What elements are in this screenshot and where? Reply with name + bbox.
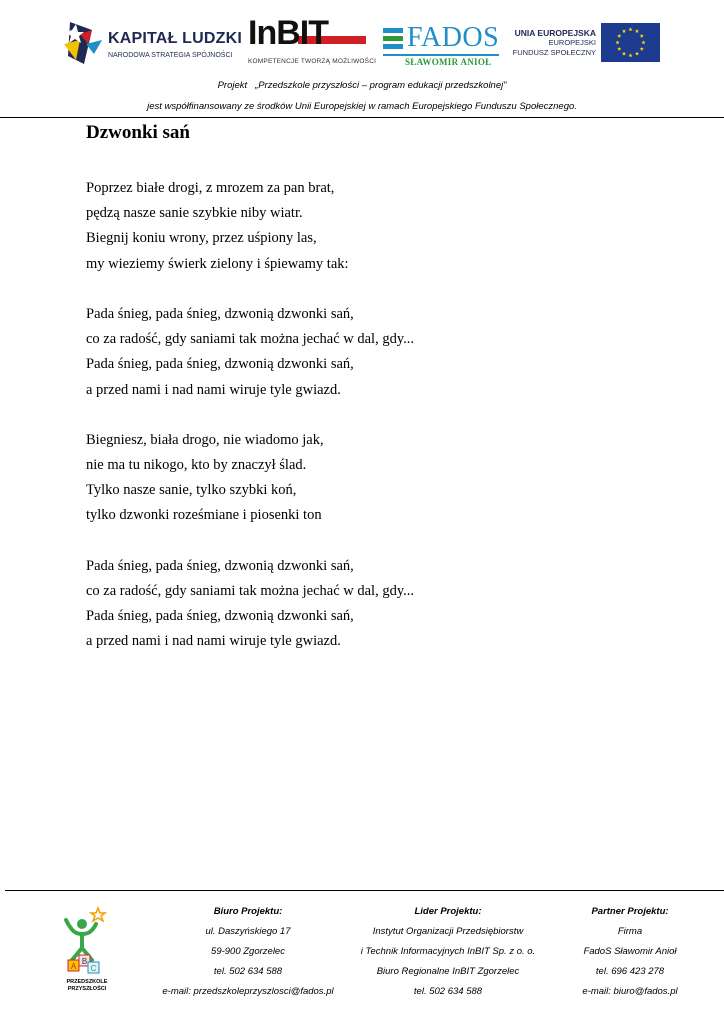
footer-line: tel. 502 634 588 xyxy=(213,966,283,977)
stanza-gap xyxy=(86,277,686,302)
fados-stripes-icon xyxy=(383,28,403,52)
eu-star-icon xyxy=(617,34,621,38)
eu-star-icon xyxy=(615,40,619,44)
footer-email: e-mail: biuro@fados.pl xyxy=(582,986,678,997)
block-b: B xyxy=(81,957,88,966)
przedszkole-logo-text xyxy=(60,979,114,993)
footer-lider-projektu xyxy=(350,902,546,1002)
eu-star-icon xyxy=(635,52,639,56)
poem-line: Pada śnieg, pada śnieg, dzwonią dzwonki sań, xyxy=(86,557,354,574)
eu-flag-icon xyxy=(601,23,660,62)
footer-heading: Biuro Projektu: xyxy=(213,906,283,917)
block-c: C xyxy=(90,964,97,973)
logo-text-line-2: PRZYSZŁOŚCI xyxy=(67,986,107,992)
kapital-ludzki-subtitle: NARODOWA STRATEGIA SPÓJNOŚCI xyxy=(108,52,233,59)
eu-text xyxy=(500,28,596,58)
poem-line: a przed nami i nad nami wiruje tyle gwiazd. xyxy=(86,381,341,398)
kapital-ludzki-emblem-icon xyxy=(62,20,104,66)
inbit-logo xyxy=(248,14,377,68)
stanza xyxy=(86,176,686,277)
footer-line: Instytut Organizacji Przedsiębiorstw xyxy=(372,926,524,937)
poem-line: Biegniesz, biała drogo, nie wiadomo jak, xyxy=(86,431,324,448)
footer-partner-projektu xyxy=(560,902,700,1002)
stanza xyxy=(86,554,686,655)
eu-star-icon xyxy=(617,47,621,51)
poem-line: Poprzez białe drogi, z mrozem za pan brat, xyxy=(86,180,335,196)
footer-line: Firma xyxy=(617,926,643,937)
footer-line: ul. Daszyńskiego 17 xyxy=(205,926,291,937)
poem-line: a przed nami i nad nami wiruje tyle gwiazd. xyxy=(86,633,341,650)
fados-word: FADOS xyxy=(407,22,500,53)
footer-line: 59-900 Zgorzelec xyxy=(211,946,285,957)
poem-line: my wieziemy świerk zielony i śpiewamy tak: xyxy=(86,255,349,272)
eu-star-icon xyxy=(628,53,632,57)
stanza xyxy=(86,428,686,529)
project-line-2: jest współfinansowany ze środków Unii Europejskiej w ramach Europejskiego Funduszu Społecznego. xyxy=(147,101,577,112)
inbit-word: InBIT xyxy=(248,14,328,52)
header-divider xyxy=(0,117,724,118)
fados-underline xyxy=(383,54,499,56)
footer-heading: Lider Projektu: xyxy=(414,906,482,917)
eu-star-icon xyxy=(622,29,626,33)
document-title: Dzwonki sań xyxy=(86,122,190,143)
poem-line: co za radość, gdy saniami tak można jechać w dal, gdy... xyxy=(86,331,415,348)
fados-logo xyxy=(383,24,499,68)
footer-line: i Technik Informacyjnych InBIT Sp. z o. o. xyxy=(360,946,536,957)
footer-divider xyxy=(5,890,724,891)
inbit-tagline: KOMPETENCJE TWORZĄ MOŻLIWOŚCI xyxy=(248,58,377,65)
footer-line: FadoS Sławomir Anioł xyxy=(583,946,677,957)
stanza xyxy=(86,302,686,403)
poem xyxy=(86,176,686,655)
footer-line: tel. 696 423 278 xyxy=(595,966,665,977)
eu-star-icon xyxy=(641,40,645,44)
kapital-ludzki-title: KAPITAŁ LUDZKI xyxy=(108,30,243,47)
header-logos xyxy=(0,14,724,70)
eu-line-2: EUROPEJSKI xyxy=(548,38,596,47)
eu-star-icon xyxy=(635,29,639,33)
kapital-ludzki-logo xyxy=(62,20,242,66)
eu-star-icon xyxy=(622,52,626,56)
footer-email: e-mail: przedszkoleprzyszlosci@fados.pl xyxy=(162,986,334,997)
child-figure-icon xyxy=(60,906,114,978)
eu-star-icon xyxy=(628,27,632,31)
poem-line: pędzą nasze sanie szybkie niby wiatr. xyxy=(86,205,303,222)
poem-line: tylko dzwonki roześmiane i piosenki ton xyxy=(86,507,322,524)
poem-line: nie ma tu nikogo, kto by znaczył ślad. xyxy=(86,457,307,474)
poem-line: Tylko nasze sanie, tylko szybki koń, xyxy=(86,482,297,499)
footer-line: tel. 502 634 588 xyxy=(413,986,483,997)
stanza-gap xyxy=(86,403,686,428)
poem-line: Pada śnieg, pada śnieg, dzwonią dzwonki sań, xyxy=(86,305,354,322)
block-a: A xyxy=(70,962,77,971)
poem-line: co za radość, gdy saniami tak można jechać w dal, gdy... xyxy=(86,583,415,599)
eu-line-3: FUNDUSZ SPOŁECZNY xyxy=(512,48,596,57)
fados-subtitle: SŁAWOMIR ANIOŁ xyxy=(405,57,492,67)
poem-line: Pada śnieg, pada śnieg, dzwonią dzwonki sań, xyxy=(86,608,354,625)
poem-line: Biegnij koniu wrony, przez uśpiony las, xyxy=(86,230,317,247)
footer-biuro-projektu xyxy=(150,902,346,1002)
poem-line: Pada śnieg, pada śnieg, dzwonią dzwonki sań, xyxy=(86,356,354,373)
eu-star-icon xyxy=(640,47,644,51)
stanza-gap xyxy=(86,529,686,554)
eu-star-icon xyxy=(640,34,644,38)
przedszkole-logo xyxy=(60,906,114,996)
footer-heading: Partner Projektu: xyxy=(591,906,669,917)
footer-line: Biuro Regionalne InBIT Zgorzelec xyxy=(376,966,520,977)
eu-line-1: UNIA EUROPEJSKA xyxy=(514,28,596,38)
logo-text-line-1: PRZEDSZKOLE xyxy=(66,979,108,985)
project-line-1: Projekt „Przedszkole przyszłości – program edukacji przedszkolnej” xyxy=(217,80,507,91)
